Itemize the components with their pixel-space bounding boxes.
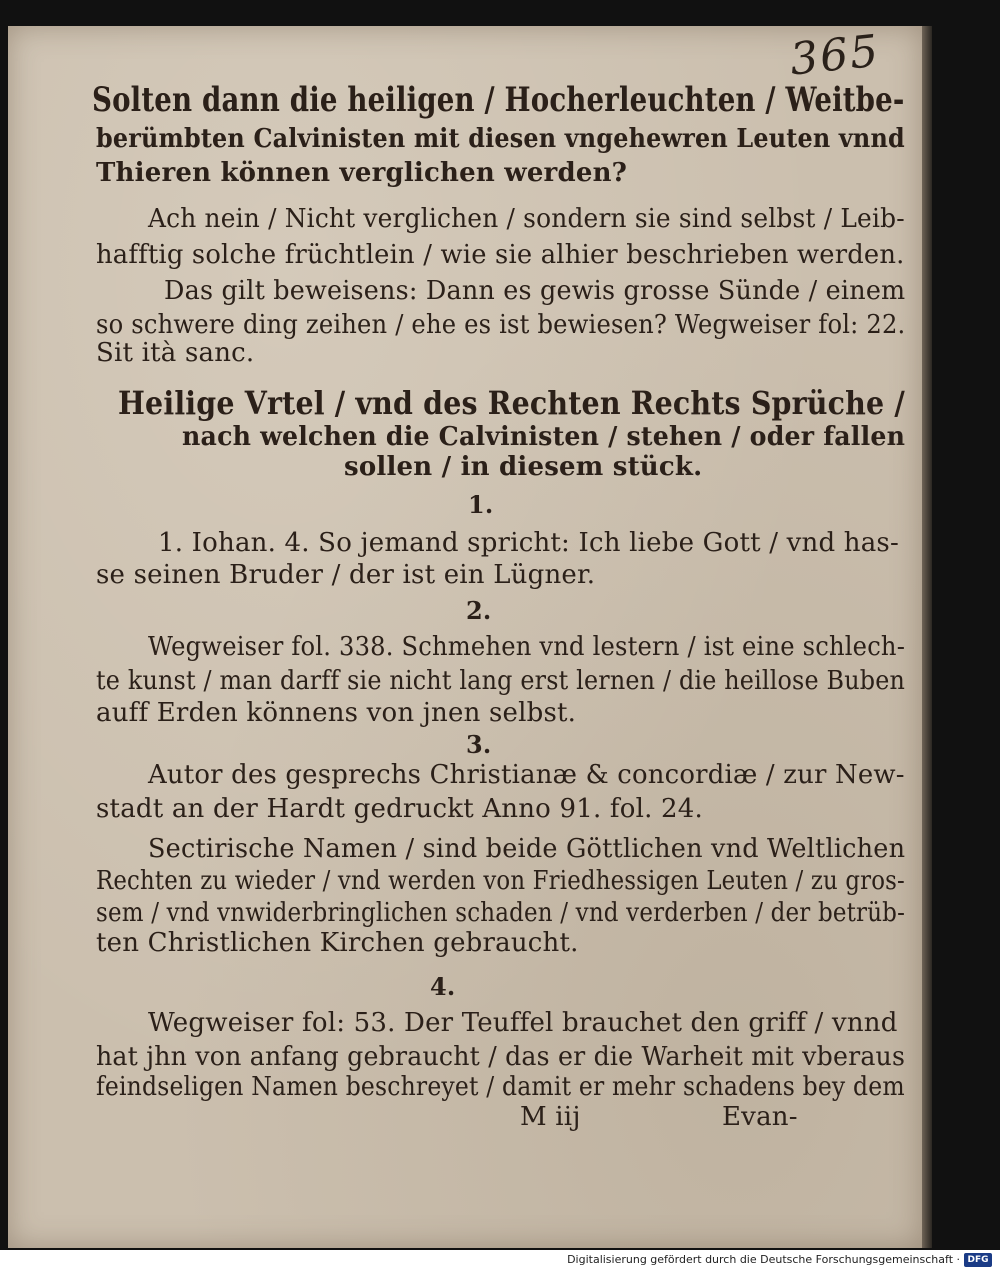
text-line: Das gilt beweisens: Dann es gewis grosse Sünde / einem — [164, 276, 906, 306]
text-line: auff Erden könnens von jnen selbst. — [96, 698, 577, 728]
item-number: 3. — [466, 730, 492, 759]
section-heading-1: Heilige Vrtel / vnd des Rechten Rechts Sprüche / — [118, 384, 905, 422]
text-line: Wegweiser fol. 338. Schmehen vnd lestern / ist eine schlech- — [148, 632, 906, 662]
catchword: Evan- — [722, 1102, 798, 1132]
text-line: hafftig solche früchtlein / wie sie alhier beschrieben werden. — [96, 240, 905, 270]
title-line-3: Thieren können verglichen werden? — [96, 158, 628, 188]
title-line-2: berümbten Calvinisten mit diesen vngehewren Leuten vnnd — [96, 124, 905, 154]
text-line: Ach nein / Nicht verglichen / sondern sie sind selbst / Leib- — [148, 204, 905, 234]
text-line: Sectirische Namen / sind beide Göttlichen vnd Weltlichen — [148, 834, 906, 864]
funding-credit: Digitalisierung gefördert durch die Deutsche Forschungsgemeinschaft · — [567, 1253, 960, 1266]
folio-number: 365 — [787, 25, 883, 86]
text-line: Sit ità sanc. — [96, 338, 255, 368]
signature-mark: M iij — [520, 1102, 581, 1132]
text-line: Autor des gesprechs Christianæ & concordiæ / zur New- — [148, 760, 905, 790]
text-line: so schwere ding zeihen / ehe es ist bewiesen? Wegweiser fol: 22. — [96, 310, 906, 340]
item-number: 4. — [430, 972, 456, 1001]
text-line: Rechten zu wieder / vnd werden von Friedhessigen Leuten / zu gros- — [96, 866, 905, 896]
item-number: 2. — [466, 596, 492, 625]
text-line: 1. Iohan. 4. So jemand spricht: Ich liebe Gott / vnd has- — [158, 528, 899, 558]
page-edge — [922, 26, 932, 1248]
text-line: hat jhn von anfang gebraucht / das er die Warheit mit vberaus — [96, 1042, 906, 1072]
section-heading-3: sollen / in diesem stück. — [344, 452, 703, 482]
item-number: 1. — [468, 490, 494, 519]
text-line: se seinen Bruder / der ist ein Lügner. — [96, 560, 596, 590]
text-line: stadt an der Hardt gedruckt Anno 91. fol. 24. — [96, 794, 703, 824]
text-line: sem / vnd vnwiderbringlichen schaden / vnd verderben / der betrüb- — [96, 898, 906, 928]
title-line-1: Solten dann die heiligen / Hocherleuchten / Weitbe- — [92, 80, 905, 120]
text-line: te kunst / man darff sie nicht lang erst lernen / die heillose Buben — [96, 666, 906, 696]
footer-bar — [0, 1252, 1000, 1270]
text-line: Wegweiser fol: 53. Der Teuffel brauchet den griff / vnnd — [148, 1008, 898, 1038]
text-line: ten Christlichen Kirchen gebraucht. — [96, 928, 579, 958]
text-line: feindseligen Namen beschreyet / damit er mehr schadens bey dem — [96, 1072, 905, 1102]
section-heading-2: nach welchen die Calvinisten / stehen / oder fallen — [182, 422, 906, 452]
dfg-logo: DFG — [964, 1253, 992, 1267]
